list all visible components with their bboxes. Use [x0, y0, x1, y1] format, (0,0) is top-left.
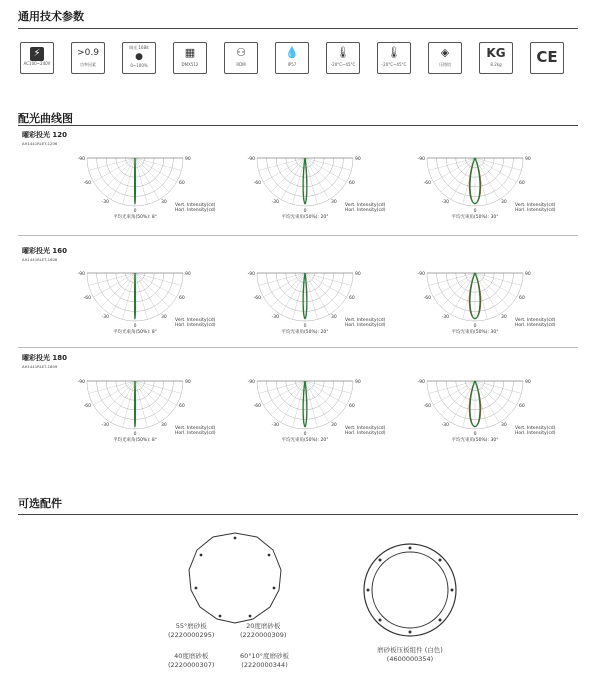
angle-label: 90 [525, 380, 531, 385]
ce-icon: CE [530, 42, 564, 74]
angle-label: -30 [271, 200, 279, 205]
grid-spoke [305, 273, 351, 285]
grid-spoke [429, 273, 475, 285]
power-icon: ⚡ AC100~240V [20, 42, 54, 74]
grid-spoke [305, 273, 339, 307]
grid-spoke [259, 273, 305, 285]
beam-angle-caption: 平均光束角(50%): 20° [281, 215, 329, 220]
accessory-label: 20度磨砂板 (2220000309) [240, 622, 287, 639]
grid-spoke [429, 158, 475, 170]
section-title-accessories: 可选配件 [18, 497, 62, 510]
angle-label: -30 [271, 423, 279, 428]
grid-spoke [305, 273, 329, 315]
beam-angle-caption: 平均光束角(50%): 20° [281, 438, 329, 443]
angle-label: 0 [473, 324, 477, 329]
grid-spoke [429, 381, 475, 393]
grid-spoke [135, 381, 181, 393]
grid-spoke [305, 381, 339, 415]
legend-vertical: Vert. Intensity(cd) [345, 318, 386, 323]
grid-spoke [101, 158, 135, 192]
grid-spoke [135, 273, 177, 297]
legend-horizontal: Horl. Intensity(cd) [345, 431, 386, 436]
beam-angle-caption: 平均光束角(50%): 20° [281, 330, 329, 335]
grid-spoke [259, 381, 305, 393]
divider [18, 125, 578, 126]
angle-label: 60 [519, 296, 525, 301]
grid-spoke [135, 381, 147, 427]
grid-spoke [123, 158, 135, 204]
dimming-icon: 调光 16Bit ● 0~100% [122, 42, 156, 74]
angle-label: -60 [83, 181, 91, 186]
polar-chart [247, 265, 386, 335]
grid-spoke [305, 158, 351, 170]
polar-chart [77, 150, 216, 220]
legend-horizontal: Horl. Intensity(cd) [345, 323, 386, 328]
accessory-label: 55°磨砂板 (2220000295) [168, 622, 215, 639]
legend-horizontal: Horl. Intensity(cd) [175, 431, 216, 436]
divider [18, 28, 578, 29]
accessory-label: 40度磨砂板 (2220000307) [168, 652, 215, 669]
angle-label: -90 [247, 380, 255, 385]
accessory-label: 60°10°度磨砂板 (2220000344) [240, 652, 290, 669]
group-name: 曜彩投光 180 [22, 354, 68, 362]
legend-horizontal: Horl. Intensity(cd) [175, 323, 216, 328]
angle-label: 90 [355, 157, 361, 162]
grid-spoke [135, 381, 159, 423]
angle-label: 30 [161, 200, 167, 205]
grid-spoke [433, 381, 475, 405]
angle-label: 90 [525, 272, 531, 277]
angle-label: -60 [423, 404, 431, 409]
divider [18, 235, 578, 236]
legend-horizontal: Horl. Intensity(cd) [515, 323, 556, 328]
angle-label: 60 [179, 181, 185, 186]
angle-label: 60 [519, 181, 525, 186]
grid-spoke [475, 381, 517, 405]
grid-spoke [135, 158, 181, 170]
grid-spoke [451, 381, 475, 423]
divider [18, 347, 578, 348]
angle-label: -60 [83, 404, 91, 409]
angle-label: -30 [441, 315, 449, 320]
angle-label: 0 [303, 324, 307, 329]
grid-spoke [135, 158, 147, 204]
polar-chart [417, 373, 556, 443]
beam-angle-caption: 平均光束角(50%): 30° [451, 330, 499, 335]
legend-horizontal: Horl. Intensity(cd) [515, 431, 556, 436]
legend-vertical: Vert. Intensity(cd) [515, 203, 556, 208]
grid-spoke [475, 381, 521, 393]
angle-label: 90 [185, 157, 191, 162]
legend-vertical: Vert. Intensity(cd) [175, 203, 216, 208]
angle-label: 60 [349, 181, 355, 186]
grid-spoke [475, 381, 499, 423]
beam-angle-caption: 平均光束角(50%): 30° [451, 438, 499, 443]
angle-label: 30 [331, 315, 337, 320]
grid-spoke [135, 273, 159, 315]
angle-label: 90 [185, 380, 191, 385]
grid-spoke [475, 158, 521, 170]
angle-label: 0 [133, 209, 137, 214]
grid-spoke [89, 273, 135, 285]
horizontal-intensity-curve [135, 381, 136, 426]
weight-icon: KG 8.2kg [479, 42, 513, 74]
grid-spoke [271, 158, 305, 192]
grid-spoke [93, 158, 135, 182]
grid-spoke [135, 158, 169, 192]
grid-spoke [135, 158, 177, 182]
legend-vertical: Vert. Intensity(cd) [345, 426, 386, 431]
angle-label: -60 [253, 404, 261, 409]
grid-spoke [135, 381, 169, 415]
angle-label: -30 [101, 423, 109, 428]
grid-spoke [305, 158, 347, 182]
accessory-label: 磨砂板压板组件 (白色) (4600000354) [377, 646, 443, 663]
grid-spoke [271, 273, 305, 307]
legend-horizontal: Horl. Intensity(cd) [345, 208, 386, 213]
angle-label: 60 [179, 296, 185, 301]
grid-spoke [305, 158, 339, 192]
grid-spoke [305, 273, 347, 297]
grid-spoke [433, 158, 475, 182]
angle-label: -30 [271, 315, 279, 320]
angle-label: 0 [133, 432, 137, 437]
grid-spoke [101, 273, 135, 307]
angle-label: 30 [501, 315, 507, 320]
angle-label: -60 [423, 181, 431, 186]
angle-label: 0 [473, 432, 477, 437]
grid-spoke [475, 273, 499, 315]
angle-label: 0 [473, 209, 477, 214]
legend-vertical: Vert. Intensity(cd) [515, 426, 556, 431]
angle-label: -60 [253, 296, 261, 301]
power-factor-icon: >0.9 功率因素 [71, 42, 105, 74]
grid-spoke [281, 273, 305, 315]
angle-label: 30 [161, 423, 167, 428]
angle-label: 90 [185, 272, 191, 277]
grid-spoke [475, 158, 499, 200]
grid-spoke [135, 158, 159, 200]
grid-spoke [281, 381, 305, 423]
horizontal-intensity-curve [135, 273, 136, 318]
angle-label: 60 [349, 404, 355, 409]
grid-spoke [259, 158, 305, 170]
angle-label: 60 [349, 296, 355, 301]
angle-label: 90 [355, 272, 361, 277]
grid-spoke [451, 158, 475, 200]
polar-chart [77, 265, 216, 335]
grid-spoke [433, 273, 475, 297]
grid-spoke [135, 273, 147, 319]
angle-label: -30 [101, 200, 109, 205]
angle-label: -90 [77, 157, 85, 162]
angle-label: 0 [303, 432, 307, 437]
polar-chart [417, 150, 556, 220]
grid-spoke [263, 158, 305, 182]
beam-angle-caption: 平均光束角(50%): 8° [112, 438, 158, 443]
grid-spoke [451, 273, 475, 315]
angle-label: 30 [501, 200, 507, 205]
polar-chart [247, 150, 386, 220]
angle-label: 30 [501, 423, 507, 428]
angle-label: -90 [417, 380, 425, 385]
spec-icon-row [20, 42, 580, 76]
grid-spoke [123, 381, 135, 427]
legend-vertical: Vert. Intensity(cd) [175, 318, 216, 323]
angle-label: 60 [519, 404, 525, 409]
grid-spoke [89, 158, 135, 170]
angle-label: -90 [417, 272, 425, 277]
angle-label: -90 [247, 157, 255, 162]
legend-vertical: Vert. Intensity(cd) [515, 318, 556, 323]
grid-spoke [111, 381, 135, 423]
angle-label: -30 [101, 315, 109, 320]
material-icon: ◈ 压铸铝 [428, 42, 462, 74]
angle-label: -60 [423, 296, 431, 301]
angle-label: 30 [331, 423, 337, 428]
legend-vertical: Vert. Intensity(cd) [345, 203, 386, 208]
angle-label: 0 [133, 324, 137, 329]
group-name: 曜彩投光 160 [22, 247, 68, 255]
divider [18, 514, 578, 515]
dmx512-icon: ▦ DMX512 [173, 42, 207, 74]
angle-label: 90 [355, 380, 361, 385]
group-model: AH1441RLET-1809 [22, 364, 58, 369]
legend-horizontal: Horl. Intensity(cd) [175, 208, 216, 213]
polar-chart [247, 373, 386, 443]
grid-spoke [305, 381, 351, 393]
section-title-curves: 配光曲线图 [18, 112, 73, 125]
grid-spoke [305, 381, 347, 405]
angle-label: 0 [303, 209, 307, 214]
angle-label: 60 [179, 404, 185, 409]
angle-label: -90 [77, 272, 85, 277]
temperature-icon: 🌡 -20°C~45°C [326, 42, 360, 74]
grid-spoke [111, 273, 135, 315]
grid-spoke [135, 381, 177, 405]
grid-spoke [263, 381, 305, 405]
ip-rating-icon: 💧 IP57 [275, 42, 309, 74]
group-model: AH1441RLET-1206 [22, 141, 58, 146]
section-title-tech: 通用技术参数 [18, 10, 84, 23]
grid-spoke [135, 273, 181, 285]
grid-spoke [101, 381, 135, 415]
angle-label: -90 [77, 380, 85, 385]
polar-chart [77, 373, 216, 443]
grid-spoke [93, 273, 135, 297]
rdm-icon: ⚇ RDM [224, 42, 258, 74]
angle-label: -30 [441, 423, 449, 428]
grid-spoke [135, 273, 169, 307]
grid-spoke [93, 381, 135, 405]
group-model: AH1441RLET-1608 [22, 257, 58, 262]
angle-label: 90 [525, 157, 531, 162]
pressing-plate-drawing [360, 540, 460, 640]
horizontal-intensity-curve [135, 158, 136, 203]
angle-label: -30 [441, 200, 449, 205]
legend-horizontal: Horl. Intensity(cd) [515, 208, 556, 213]
grid-spoke [305, 381, 329, 423]
angle-label: -90 [417, 157, 425, 162]
grid-spoke [305, 158, 329, 200]
grid-spoke [89, 381, 135, 393]
beam-angle-caption: 平均光束角(50%): 8° [112, 215, 158, 220]
angle-label: 30 [331, 200, 337, 205]
beam-angle-caption: 平均光束角(50%): 8° [112, 330, 158, 335]
grid-spoke [111, 158, 135, 200]
polar-chart [417, 265, 556, 335]
grid-spoke [475, 273, 521, 285]
angle-label: -60 [253, 181, 261, 186]
beam-angle-caption: 平均光束角(50%): 30° [451, 215, 499, 220]
grid-spoke [475, 273, 517, 297]
grid-spoke [271, 381, 305, 415]
grid-spoke [475, 158, 517, 182]
grid-spoke [263, 273, 305, 297]
angle-label: 30 [161, 315, 167, 320]
grid-spoke [281, 158, 305, 200]
legend-vertical: Vert. Intensity(cd) [175, 426, 216, 431]
group-name: 曜彩投光 120 [22, 131, 68, 139]
frosted-plate-drawing [180, 528, 290, 628]
temperature-range-icon: 🌡 -20°C~45°C [377, 42, 411, 74]
angle-label: -90 [247, 272, 255, 277]
grid-spoke [123, 273, 135, 319]
angle-label: -60 [83, 296, 91, 301]
